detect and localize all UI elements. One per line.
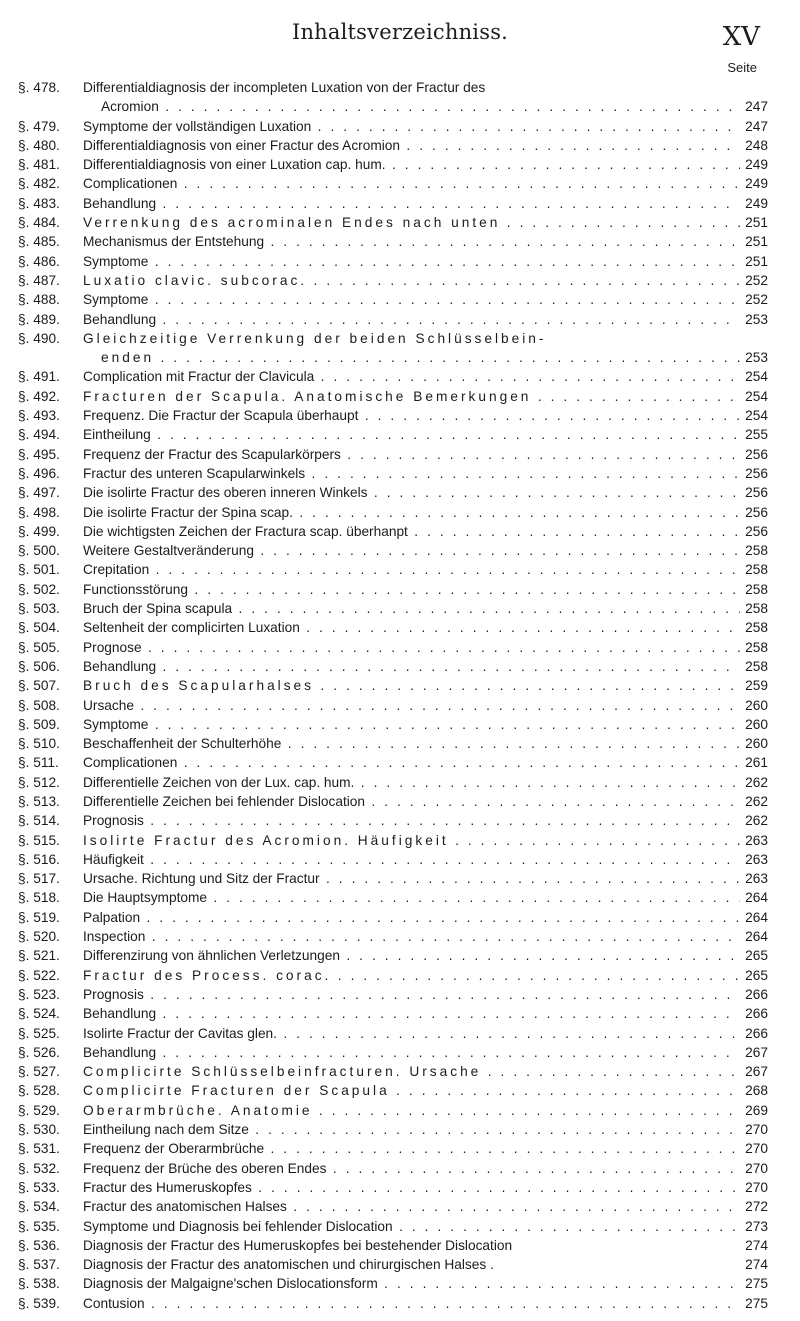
entry-page-number: 247 bbox=[745, 118, 768, 134]
entry-title: Diagnosis der Malgaigne'schen Dislocationsform . . . bbox=[83, 1274, 740, 1293]
entry-page-number: 262 bbox=[745, 774, 768, 790]
toc-entry-continuation bbox=[18, 97, 768, 116]
toc-entry bbox=[18, 387, 768, 406]
entry-page-number: 251 bbox=[745, 253, 768, 269]
section-number: §. 480. bbox=[18, 137, 60, 153]
toc-entry bbox=[18, 1101, 768, 1120]
entry-title: Eintheilung . . . bbox=[83, 425, 740, 444]
entry-page-number: 263 bbox=[745, 851, 768, 867]
toc-entry bbox=[18, 232, 768, 251]
entry-title: Die wichtigsten Zeichen der Fractura scap. überhanpt . . . bbox=[83, 522, 740, 541]
entry-title: Differentialdiagnosis von einer Luxation cap. hum. . . . bbox=[83, 155, 740, 174]
toc-entry bbox=[18, 908, 768, 927]
toc-entry bbox=[18, 136, 768, 155]
section-number: §. 508. bbox=[18, 697, 60, 713]
entry-page-number: 258 bbox=[745, 620, 768, 636]
section-number: §. 530. bbox=[18, 1122, 60, 1138]
entry-title: Complication mit Fractur der Clavicula . . . bbox=[83, 367, 740, 386]
toc-entry bbox=[18, 252, 768, 271]
entry-page-number: 268 bbox=[745, 1083, 768, 1099]
toc-entry bbox=[18, 657, 768, 676]
entry-page-number: 273 bbox=[745, 1218, 768, 1234]
entry-page-number: 258 bbox=[745, 658, 768, 674]
toc-entry bbox=[18, 213, 768, 232]
entry-page-number: 249 bbox=[745, 195, 768, 211]
section-number: §. 522. bbox=[18, 967, 60, 983]
toc-entry bbox=[18, 946, 768, 965]
toc-entry bbox=[18, 618, 768, 637]
entry-title: Palpation . . . bbox=[83, 908, 740, 927]
entry-page-number: 265 bbox=[745, 948, 768, 964]
entry-page-number: 251 bbox=[745, 215, 768, 231]
entry-page-number: 272 bbox=[745, 1199, 768, 1215]
entry-page-number: 248 bbox=[745, 137, 768, 153]
entry-title: Weitere Gestaltveränderung . . . bbox=[83, 541, 740, 560]
toc-entry bbox=[18, 522, 768, 541]
entry-title: Die isolirte Fractur des oberen inneren Winkels . . . bbox=[83, 483, 740, 502]
toc-entry bbox=[18, 850, 768, 869]
entry-title: Luxatio clavic. subcorac. . . . bbox=[83, 271, 740, 290]
entry-title: Inspection . . . bbox=[83, 927, 740, 946]
entry-title: Bruch des Scapularhalses . . . bbox=[83, 676, 740, 695]
section-number: §. 505. bbox=[18, 639, 60, 655]
page-title: Inhaltsverzeichniss. bbox=[291, 20, 509, 44]
section-number: §. 533. bbox=[18, 1179, 60, 1195]
entry-page-number: 258 bbox=[745, 639, 768, 655]
section-number: §. 492. bbox=[18, 388, 60, 404]
section-number: §. 534. bbox=[18, 1199, 60, 1215]
toc-entry bbox=[18, 464, 768, 483]
table-of-contents bbox=[18, 78, 768, 1313]
entry-title: Ursache . . . bbox=[83, 696, 740, 715]
toc-entry bbox=[18, 1236, 768, 1255]
entry-title: Prognosis . . . bbox=[83, 811, 740, 830]
entry-title: Differentialdiagnosis von einer Fractur des Acromion . . . bbox=[83, 136, 740, 155]
entry-page-number: 256 bbox=[745, 523, 768, 539]
page-header bbox=[0, 16, 800, 52]
section-number: §. 537. bbox=[18, 1257, 60, 1273]
section-number: §. 499. bbox=[18, 523, 60, 539]
toc-entry bbox=[18, 1294, 768, 1313]
entry-title: Symptome . . . bbox=[83, 290, 740, 309]
entry-page-number: 249 bbox=[745, 176, 768, 192]
section-number: §. 496. bbox=[18, 465, 60, 481]
section-number: §. 486. bbox=[18, 253, 60, 269]
section-number: §. 536. bbox=[18, 1237, 60, 1253]
entry-page-number: 260 bbox=[745, 716, 768, 732]
entry-page-number: 267 bbox=[745, 1064, 768, 1080]
toc-entry bbox=[18, 1274, 768, 1293]
section-number: §. 485. bbox=[18, 234, 60, 250]
entry-page-number: 254 bbox=[745, 408, 768, 424]
entry-page-number: 270 bbox=[745, 1122, 768, 1138]
entry-page-number: 258 bbox=[745, 581, 768, 597]
entry-page-number: 263 bbox=[745, 871, 768, 887]
toc-entry bbox=[18, 715, 768, 734]
toc-entry bbox=[18, 560, 768, 579]
section-number: §. 520. bbox=[18, 929, 60, 945]
entry-page-number: 264 bbox=[745, 929, 768, 945]
entry-page-number: 275 bbox=[745, 1295, 768, 1311]
section-number: §. 510. bbox=[18, 736, 60, 752]
section-number: §. 501. bbox=[18, 562, 60, 578]
entry-page-number: 262 bbox=[745, 793, 768, 809]
toc-entry bbox=[18, 290, 768, 309]
section-number: §. 502. bbox=[18, 581, 60, 597]
entry-title: Fractur des Process. corac. . . . bbox=[83, 966, 740, 985]
entry-title: Verrenkung des acrominalen Endes nach unten . . . bbox=[83, 213, 740, 232]
entry-title: Complicationen . . . bbox=[83, 753, 740, 772]
entry-page-number: 269 bbox=[745, 1102, 768, 1118]
entry-page-number: 256 bbox=[745, 465, 768, 481]
section-number: §. 493. bbox=[18, 408, 60, 424]
entry-page-number: 252 bbox=[745, 292, 768, 308]
entry-title: Symptome . . . bbox=[83, 252, 740, 271]
entry-page-number: 260 bbox=[745, 697, 768, 713]
section-number: §. 516. bbox=[18, 851, 60, 867]
toc-entry bbox=[18, 869, 768, 888]
toc-entry bbox=[18, 329, 768, 348]
entry-title: Fractur des anatomischen Halses . . . bbox=[83, 1197, 740, 1216]
toc-entry bbox=[18, 503, 768, 522]
entry-page-number: 258 bbox=[745, 543, 768, 559]
section-number: §. 498. bbox=[18, 504, 60, 520]
section-number: §. 504. bbox=[18, 620, 60, 636]
section-number: §. 526. bbox=[18, 1044, 60, 1060]
entry-title-continuation: enden . . . bbox=[101, 348, 740, 367]
entry-title: Isolirte Fractur der Cavitas glen. . . . bbox=[83, 1024, 740, 1043]
section-number: §. 497. bbox=[18, 485, 60, 501]
toc-entry bbox=[18, 831, 768, 850]
section-number: §. 511. bbox=[18, 755, 59, 771]
entry-page-number: 254 bbox=[745, 369, 768, 385]
entry-title: Eintheilung nach dem Sitze . . . bbox=[83, 1120, 740, 1139]
entry-page-number: 253 bbox=[745, 311, 768, 327]
toc-entry bbox=[18, 1197, 768, 1216]
entry-title: Fractur des Humeruskopfes . . . bbox=[83, 1178, 740, 1197]
toc-entry bbox=[18, 1081, 768, 1100]
section-number: §. 539. bbox=[18, 1295, 60, 1311]
entry-title: Complicirte Fracturen der Scapula . . . bbox=[83, 1081, 740, 1100]
section-number: §. 528. bbox=[18, 1083, 60, 1099]
entry-page-number: 266 bbox=[745, 1006, 768, 1022]
section-number: §. 532. bbox=[18, 1160, 60, 1176]
entry-page-number: 258 bbox=[745, 562, 768, 578]
entry-page-number: 261 bbox=[745, 755, 768, 771]
toc-entry-continuation bbox=[18, 348, 768, 367]
entry-page-number: 265 bbox=[745, 967, 768, 983]
toc-entry bbox=[18, 696, 768, 715]
entry-title-continuation: Acromion . . . bbox=[101, 97, 740, 116]
entry-title: Behandlung . . . bbox=[83, 194, 740, 213]
toc-entry bbox=[18, 1178, 768, 1197]
entry-title: Symptome . . . bbox=[83, 715, 740, 734]
toc-entry bbox=[18, 985, 768, 1004]
section-number: §. 525. bbox=[18, 1025, 60, 1041]
entry-title: Behandlung . . . bbox=[83, 1043, 740, 1062]
entry-page-number: 256 bbox=[745, 485, 768, 501]
entry-title: Contusion . . . bbox=[83, 1294, 740, 1313]
section-number: §. 514. bbox=[18, 813, 60, 829]
entry-title: Complicirte Schlüsselbeinfracturen. Ursache . . . bbox=[83, 1062, 740, 1081]
section-number: §. 538. bbox=[18, 1276, 60, 1292]
section-number: §. 483. bbox=[18, 195, 60, 211]
entry-title: Complicationen . . . bbox=[83, 174, 740, 193]
toc-entry bbox=[18, 811, 768, 830]
entry-page-number: 275 bbox=[745, 1276, 768, 1292]
toc-entry bbox=[18, 194, 768, 213]
toc-entry bbox=[18, 174, 768, 193]
toc-entry bbox=[18, 734, 768, 753]
entry-page-number: 274 bbox=[745, 1237, 768, 1253]
section-number: §. 527. bbox=[18, 1064, 60, 1080]
entry-page-number: 253 bbox=[745, 350, 768, 366]
section-number: §. 494. bbox=[18, 427, 60, 443]
entry-title: Isolirte Fractur des Acromion. Häufigkeit . . . bbox=[83, 831, 740, 850]
entry-title: Bruch der Spina scapula . . . bbox=[83, 599, 740, 618]
section-number: §. 524. bbox=[18, 1006, 60, 1022]
entry-page-number: 270 bbox=[745, 1179, 768, 1195]
entry-title: Oberarmbrüche. Anatomie . . . bbox=[83, 1101, 740, 1120]
section-number: §. 503. bbox=[18, 601, 60, 617]
toc-entry bbox=[18, 753, 768, 772]
entry-title: Beschaffenheit der Schulterhöhe . . . bbox=[83, 734, 740, 753]
toc-entry bbox=[18, 78, 768, 97]
toc-entry bbox=[18, 1120, 768, 1139]
toc-entry bbox=[18, 676, 768, 695]
section-number: §. 478. bbox=[18, 80, 60, 95]
entry-page-number: 267 bbox=[745, 1044, 768, 1060]
entry-title: Prognose . . . bbox=[83, 638, 740, 657]
entry-title: Frequenz der Fractur des Scapularkörpers . . . bbox=[83, 445, 740, 464]
entry-page-number: 249 bbox=[745, 157, 768, 173]
toc-entry bbox=[18, 483, 768, 502]
entry-page-number: 270 bbox=[745, 1160, 768, 1176]
section-number: §. 482. bbox=[18, 176, 60, 192]
entry-title: Gleichzeitige Verrenkung der beiden Schlüsselbein- bbox=[83, 330, 547, 346]
entry-title: Prognosis . . . bbox=[83, 985, 740, 1004]
toc-entry bbox=[18, 966, 768, 985]
entry-title: Behandlung . . . bbox=[83, 1004, 740, 1023]
section-number: §. 506. bbox=[18, 658, 60, 674]
section-number: §. 489. bbox=[18, 311, 60, 327]
entry-title: Die Hauptsymptome . . . bbox=[83, 888, 740, 907]
toc-entry bbox=[18, 1139, 768, 1158]
entry-page-number: 254 bbox=[745, 388, 768, 404]
toc-entry bbox=[18, 580, 768, 599]
section-number: §. 523. bbox=[18, 986, 60, 1002]
section-number: §. 481. bbox=[18, 157, 60, 173]
toc-entry bbox=[18, 310, 768, 329]
entry-page-number: 262 bbox=[745, 813, 768, 829]
entry-title: Differenzirung von ähnlichen Verletzungen . . . bbox=[83, 946, 740, 965]
section-number: §. 515. bbox=[18, 832, 60, 848]
toc-entry bbox=[18, 425, 768, 444]
section-number: §. 487. bbox=[18, 272, 60, 288]
toc-entry bbox=[18, 1024, 768, 1043]
section-number: §. 519. bbox=[18, 909, 60, 925]
entry-title: Diagnosis der Fractur des anatomischen und chirurgischen Halses . bbox=[83, 1257, 494, 1273]
toc-entry bbox=[18, 1255, 768, 1274]
entry-title: Frequenz. Die Fractur der Scapula überhaupt . . . bbox=[83, 406, 740, 425]
section-number: §. 488. bbox=[18, 292, 60, 308]
entry-title: Seltenheit der complicirten Luxation . . . bbox=[83, 618, 740, 637]
entry-page-number: 251 bbox=[745, 234, 768, 250]
entry-page-number: 266 bbox=[745, 1025, 768, 1041]
entry-title: Häufigkeit . . . bbox=[83, 850, 740, 869]
entry-title: Fractur des unteren Scapularwinkels . . . bbox=[83, 464, 740, 483]
toc-entry bbox=[18, 773, 768, 792]
entry-page-number: 263 bbox=[745, 832, 768, 848]
toc-entry bbox=[18, 1004, 768, 1023]
toc-entry bbox=[18, 406, 768, 425]
entry-title: Functionsstörung . . . bbox=[83, 580, 740, 599]
section-number: §. 518. bbox=[18, 890, 60, 906]
toc-entry bbox=[18, 792, 768, 811]
entry-title: Mechanismus der Entstehung . . . bbox=[83, 232, 740, 251]
entry-page-number: 258 bbox=[745, 601, 768, 617]
entry-page-number: 270 bbox=[745, 1141, 768, 1157]
page-number: XV bbox=[722, 22, 760, 52]
section-number: §. 529. bbox=[18, 1102, 60, 1118]
entry-page-number: 252 bbox=[745, 272, 768, 288]
toc-entry bbox=[18, 1062, 768, 1081]
entry-title: Differentielle Zeichen von der Lux. cap. hum. . . . bbox=[83, 773, 740, 792]
section-number: §. 479. bbox=[18, 118, 60, 134]
entry-page-number: 264 bbox=[745, 909, 768, 925]
entry-page-number: 256 bbox=[745, 504, 768, 520]
toc-entry bbox=[18, 541, 768, 560]
section-number: §. 513. bbox=[18, 793, 60, 809]
section-number: §. 507. bbox=[18, 678, 60, 694]
toc-entry bbox=[18, 638, 768, 657]
entry-title: Diagnosis der Fractur des Humeruskopfes bei bestehender Dislocation bbox=[83, 1237, 513, 1253]
toc-entry bbox=[18, 1043, 768, 1062]
toc-entry bbox=[18, 927, 768, 946]
entry-page-number: 255 bbox=[745, 427, 768, 443]
entry-page-number: 259 bbox=[745, 678, 768, 694]
entry-title: Die isolirte Fractur der Spina scap. . . . bbox=[83, 503, 740, 522]
entry-page-number: 256 bbox=[745, 446, 768, 462]
page-column-label: Seite bbox=[727, 60, 757, 75]
section-number: §. 509. bbox=[18, 716, 60, 732]
entry-title: Crepitation . . . bbox=[83, 560, 740, 579]
toc-entry bbox=[18, 155, 768, 174]
section-number: §. 495. bbox=[18, 446, 60, 462]
toc-entry bbox=[18, 271, 768, 290]
entry-title: Ursache. Richtung und Sitz der Fractur . . . bbox=[83, 869, 740, 888]
section-number: §. 535. bbox=[18, 1218, 60, 1234]
entry-page-number: 247 bbox=[745, 99, 768, 115]
toc-entry bbox=[18, 599, 768, 618]
toc-entry bbox=[18, 1159, 768, 1178]
entry-page-number: 264 bbox=[745, 890, 768, 906]
section-number: §. 517. bbox=[18, 871, 60, 887]
toc-entry bbox=[18, 1217, 768, 1236]
section-number: §. 521. bbox=[18, 948, 60, 964]
entry-title: Differentialdiagnosis der incompleten Luxation von der Fractur des bbox=[83, 80, 486, 95]
entry-title: Differentielle Zeichen bei fehlender Dislocation . . . bbox=[83, 792, 740, 811]
entry-page-number: 274 bbox=[745, 1257, 768, 1273]
entry-title: Behandlung . . . bbox=[83, 310, 740, 329]
section-number: §. 490. bbox=[18, 330, 60, 346]
section-number: §. 531. bbox=[18, 1141, 60, 1157]
toc-entry bbox=[18, 367, 768, 386]
section-number: §. 512. bbox=[18, 774, 60, 790]
toc-entry bbox=[18, 888, 768, 907]
entry-page-number: 260 bbox=[745, 736, 768, 752]
entry-title: Symptome der vollständigen Luxation . . . bbox=[83, 117, 740, 136]
entry-title: Frequenz der Oberarmbrüche . . . bbox=[83, 1139, 740, 1158]
entry-title: Behandlung . . . bbox=[83, 657, 740, 676]
entry-page-number: 266 bbox=[745, 986, 768, 1002]
entry-title: Symptome und Diagnosis bei fehlender Dislocation . . . bbox=[83, 1217, 740, 1236]
section-number: §. 484. bbox=[18, 215, 60, 231]
toc-entry bbox=[18, 445, 768, 464]
section-number: §. 500. bbox=[18, 543, 60, 559]
entry-title: Frequenz der Brüche des oberen Endes . . . bbox=[83, 1159, 740, 1178]
toc-entry bbox=[18, 117, 768, 136]
section-number: §. 491. bbox=[18, 369, 60, 385]
entry-title: Fracturen der Scapula. Anatomische Bemerkungen . . . bbox=[83, 387, 740, 406]
